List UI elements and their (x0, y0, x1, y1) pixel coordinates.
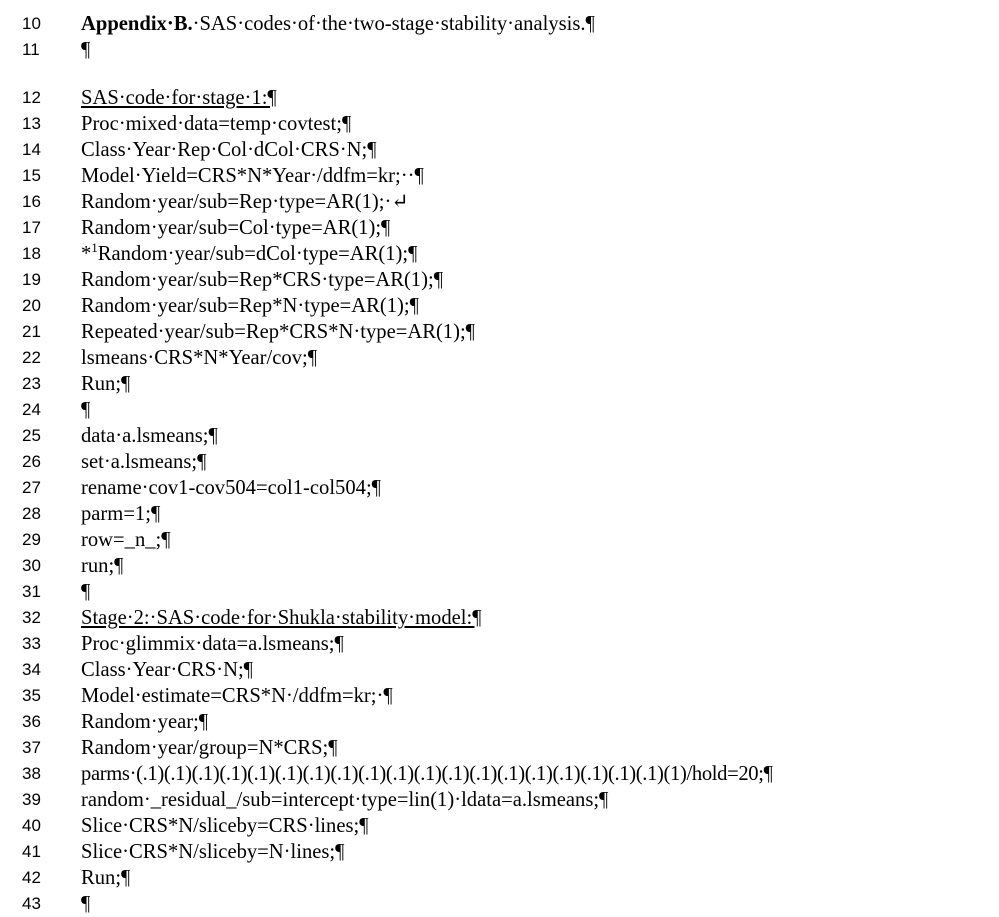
code-line: Run;¶ (81, 373, 131, 395)
line-33 (0, 631, 999, 657)
code-line: Random·year/sub=Col·type=AR(1);¶ (81, 217, 391, 239)
line-19 (0, 267, 999, 293)
line-number: 33 (22, 634, 41, 653)
line-number: 27 (22, 478, 41, 497)
code-line: lsmeans·CRS*N*Year/cov;¶ (81, 347, 318, 369)
line-21 (0, 319, 999, 345)
code-line: ¶ (81, 39, 91, 61)
line-28 (0, 501, 999, 527)
line-number: 38 (22, 764, 41, 783)
code-line: parm=1;¶ (81, 503, 161, 525)
line-22 (0, 345, 999, 371)
line-number: 15 (22, 166, 41, 185)
line-25 (0, 423, 999, 449)
line-number: 20 (22, 296, 41, 315)
asterisk-marker: * (81, 243, 92, 265)
line-number: 16 (22, 192, 41, 211)
line-43 (0, 891, 999, 917)
line-number: 21 (22, 322, 41, 341)
line-39 (0, 787, 999, 813)
line-number: 29 (22, 530, 41, 549)
code-line: random·_residual_/sub=intercept·type=lin(1)·ldata=a.lsmeans;¶ (81, 789, 609, 811)
line-number: 10 (22, 14, 41, 33)
line-32 (0, 605, 999, 631)
line-number: 37 (22, 738, 41, 757)
code-line: Random·year/sub=Rep*CRS·type=AR(1);¶ (81, 269, 444, 291)
line-37 (0, 735, 999, 761)
line-41 (0, 839, 999, 865)
line-15 (0, 163, 999, 189)
line-number: 11 (22, 40, 40, 59)
code-line: ¶ (81, 893, 91, 915)
line-number: 26 (22, 452, 41, 471)
code-line: rename·cov1-cov504=col1-col504;¶ (81, 477, 381, 499)
line-number: 14 (22, 140, 41, 159)
line-12 (0, 85, 999, 111)
line-10 (0, 11, 999, 37)
line-number: 42 (22, 868, 41, 887)
code-line: Random·year/sub=Rep*N·type=AR(1);¶ (81, 295, 419, 317)
line-27 (0, 475, 999, 501)
code-line: set·a.lsmeans;¶ (81, 451, 207, 473)
stage-2-heading: Stage·2:·SAS·code·for·Shukla·stability·model:¶ (81, 607, 482, 629)
code-line: Model·Yield=CRS*N*Year·/ddfm=kr;··¶ (81, 165, 424, 187)
code-line: Slice·CRS*N/sliceby=CRS·lines;¶ (81, 815, 369, 837)
line-number: 12 (22, 88, 41, 107)
appendix-label: Appendix·B. (81, 13, 193, 35)
code-line: ¶ (81, 581, 91, 603)
line-36 (0, 709, 999, 735)
line-24 (0, 397, 999, 423)
line-14 (0, 137, 999, 163)
code-line: Random·year;¶ (81, 711, 209, 733)
heading-text: ·SAS·codes·of·the·two-stage·stability·analysis.¶ (192, 13, 595, 35)
code-line: Run;¶ (81, 867, 131, 889)
code-text: Random·year/sub=dCol·type=AR(1);¶ (97, 243, 418, 265)
line-number: 19 (22, 270, 41, 289)
line-29 (0, 527, 999, 553)
code-line: parms·(.1)(.1)(.1)(.1)(.1)(.1)(.1)(.1)(.1)(.1)(.1)(.1)(.1)(.1)(.1)(.1)(.1)(.1)(.1)(1)/hold=20;¶ (81, 763, 773, 785)
line-number: 30 (22, 556, 41, 575)
line-13 (0, 111, 999, 137)
line-26 (0, 449, 999, 475)
line-23 (0, 371, 999, 397)
code-line: Model·estimate=CRS*N·/ddfm=kr;·¶ (81, 685, 393, 707)
line-number: 24 (22, 400, 41, 419)
line-number: 41 (22, 842, 41, 861)
code-line (81, 241, 417, 267)
code-line: row=_n_;¶ (81, 529, 171, 551)
line-number: 40 (22, 816, 41, 835)
code-line: ¶ (81, 399, 91, 421)
code-line: Random·year/sub=Rep·type=AR(1);·↵ (81, 191, 409, 213)
line-18 (0, 241, 999, 267)
line-34 (0, 657, 999, 683)
line-number: 25 (22, 426, 41, 445)
line-number: 39 (22, 790, 41, 809)
line-11 (0, 37, 999, 63)
line-number: 32 (22, 608, 41, 627)
line-number: 35 (22, 686, 41, 705)
code-line: Random·year/group=N*CRS;¶ (81, 737, 338, 759)
line-16 (0, 189, 999, 215)
line-number: 34 (22, 660, 41, 679)
line-40 (0, 813, 999, 839)
line-30 (0, 553, 999, 579)
code-line: Class·Year·Rep·Col·dCol·CRS·N;¶ (81, 139, 377, 161)
stage-1-heading: SAS·code·for·stage·1:¶ (81, 87, 277, 109)
line-20 (0, 293, 999, 319)
code-line: Proc·glimmix·data=a.lsmeans;¶ (81, 633, 344, 655)
line-31 (0, 579, 999, 605)
code-line: data·a.lsmeans;¶ (81, 425, 218, 447)
line-17 (0, 215, 999, 241)
line-number: 28 (22, 504, 41, 523)
line-number: 22 (22, 348, 41, 367)
code-line: Class·Year·CRS·N;¶ (81, 659, 253, 681)
line-38 (0, 761, 999, 787)
line-number: 43 (22, 894, 41, 913)
code-line: Slice·CRS*N/sliceby=N·lines;¶ (81, 841, 345, 863)
line-42 (0, 865, 999, 891)
line-number: 18 (22, 244, 41, 263)
appendix-heading (81, 11, 595, 37)
line-number: 31 (22, 582, 41, 601)
line-number: 36 (22, 712, 41, 731)
line-number: 17 (22, 218, 41, 237)
code-line: run;¶ (81, 555, 124, 577)
line-number: 13 (22, 114, 41, 133)
code-line: Repeated·year/sub=Rep*CRS*N·type=AR(1);¶ (81, 321, 476, 343)
line-35 (0, 683, 999, 709)
footnote-ref: 1 (91, 240, 98, 256)
code-line: Proc·mixed·data=temp·covtest;¶ (81, 113, 352, 135)
line-number: 23 (22, 374, 41, 393)
